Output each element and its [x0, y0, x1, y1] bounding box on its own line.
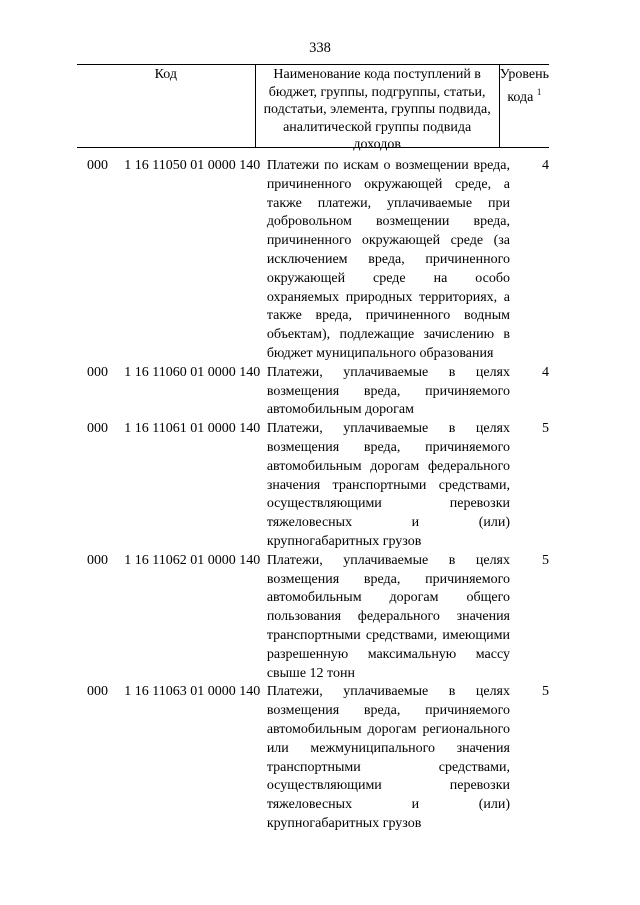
row-name: Платежи, уплачиваемые в целях возмещения вреда, причиняемого автомобильным дорогам федерального значения транспортными средствами, осуществляющими перевозки тяжеловесных и (или) крупногабаритных грузов	[266, 421, 510, 549]
row-code: 1 16 11063 01 0000 140	[124, 684, 261, 700]
row-code: 1 16 11061 01 0000 140	[124, 421, 261, 437]
header-level	[500, 65, 549, 147]
row-level: 5	[542, 684, 549, 700]
row-level: 5	[542, 552, 549, 568]
table-header	[77, 64, 549, 152]
table-body	[77, 157, 549, 834]
row-code: 1 16 11060 01 0000 140	[124, 364, 261, 380]
row-prefix: 000	[87, 421, 108, 437]
table-row	[77, 683, 549, 833]
row-name: Платежи, уплачиваемые в целях возмещения вреда, причиняемого автомобильным дорогам общего пользования федерального значения транспортными средствами, имеющими разрешенную максимальную массу свыше 12 тонн	[266, 552, 510, 681]
footnote-marker: 1	[536, 86, 542, 97]
row-prefix: 000	[87, 364, 108, 380]
row-name: Платежи, уплачиваемые в целях возмещения вреда, причиняемого автомобильным дорогам	[266, 364, 510, 418]
row-name: Платежи по искам о возмещении вреда, причиненного окружающей среде, а также платежи, уплачиваемые при добровольном возмещении вреда, причиненного окружающей среде (за исключением вреда, причиненного окружающей среде на особо охраняемых природных территориях, а также вреда, причиненного водным объектам), подлежащие зачислению в бюджет муниципального образования	[266, 158, 510, 361]
header-code: Код	[154, 67, 177, 82]
table-row	[77, 420, 549, 552]
row-prefix: 000	[87, 684, 108, 700]
table-row	[77, 552, 549, 684]
page-number: 338	[309, 40, 331, 56]
row-code: 1 16 11050 01 0000 140	[124, 158, 261, 173]
row-name: Платежи, уплачиваемые в целях возмещения вреда, причиняемого автомобильным дорогам регионального или межмуниципального значения транспортными средствами, осуществляющими перевозки тяжеловесных и (или) крупногабаритных грузов	[266, 684, 510, 831]
row-level: 4	[542, 158, 549, 173]
row-level: 4	[542, 364, 549, 380]
table-row	[77, 157, 549, 364]
table-row	[77, 364, 549, 420]
row-prefix: 000	[87, 552, 108, 568]
row-code: 1 16 11062 01 0000 140	[124, 552, 261, 568]
row-level: 5	[542, 421, 549, 437]
header-name: Наименование кода поступлений в бюджет, группы, подгруппы, статьи, подстатьи, элемента, группы подвида, аналитической группы подвида доходов	[255, 65, 500, 147]
row-prefix: 000	[87, 158, 108, 173]
header-level-label: Уровень кода	[499, 67, 549, 105]
